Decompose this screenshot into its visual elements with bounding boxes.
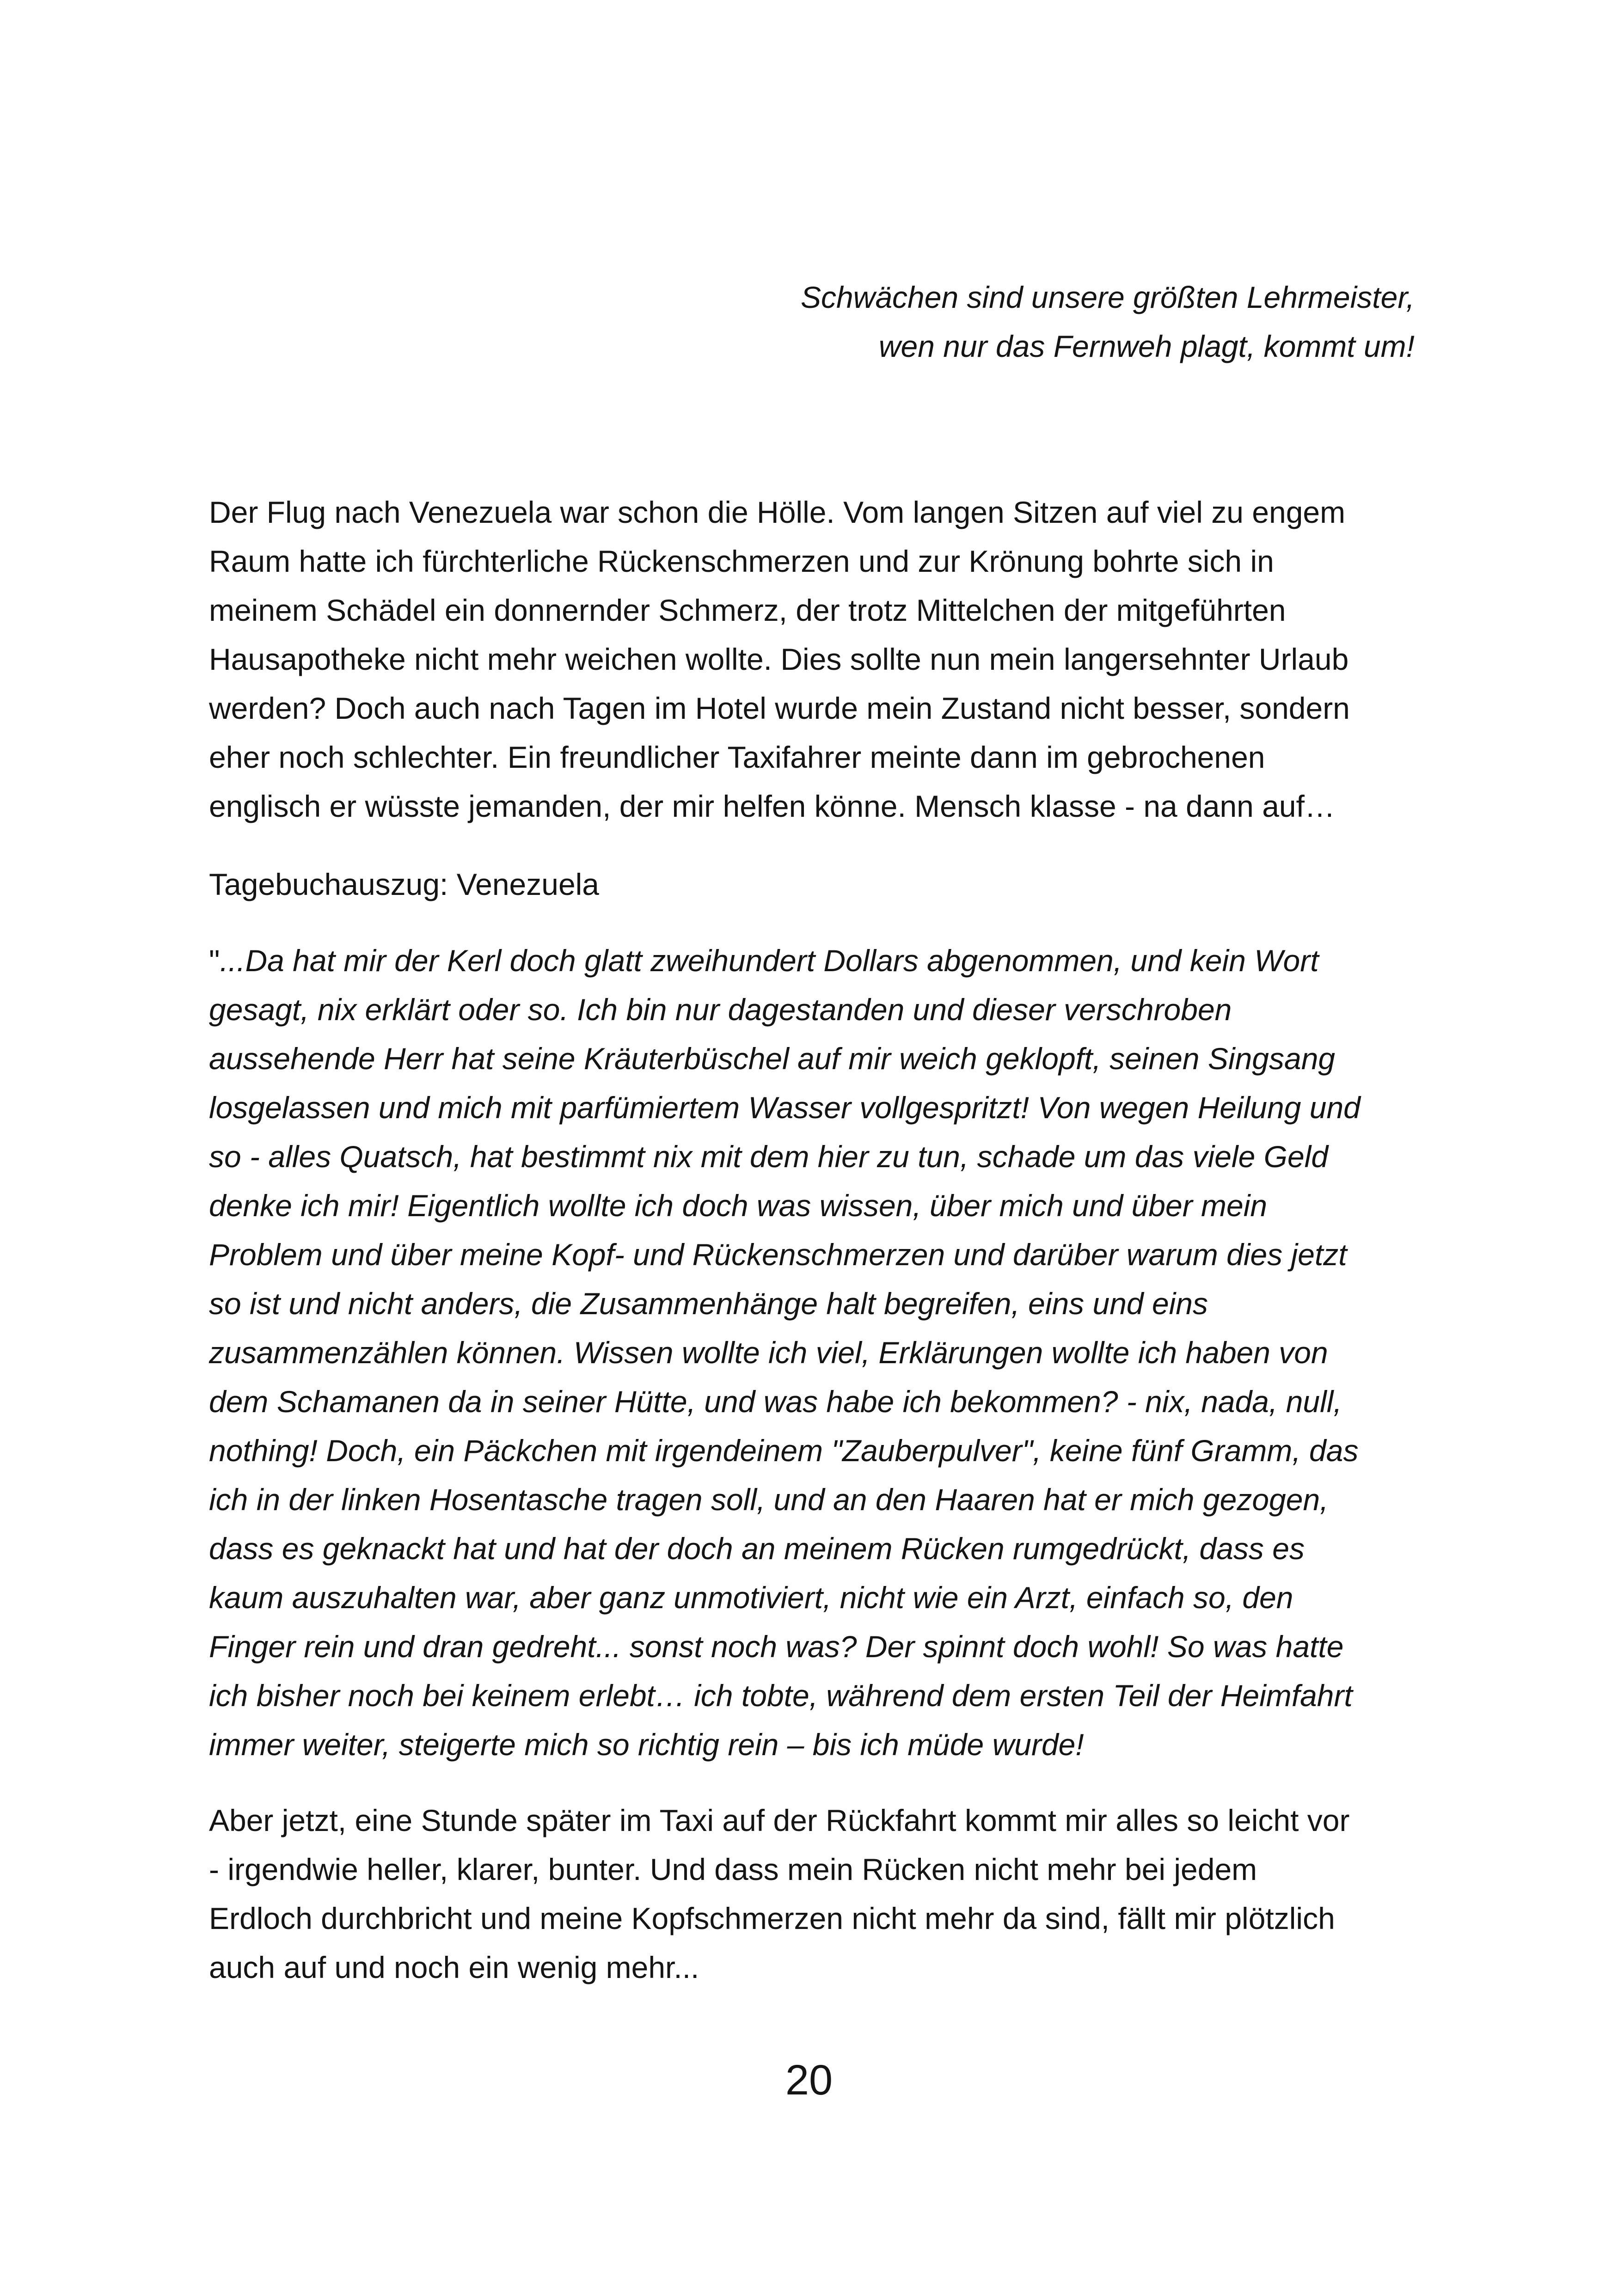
- text-line: Problem und über meine Kopf- und Rückenschmerzen und darüber warum dies jetzt: [209, 1237, 1347, 1272]
- text-line: englisch er wüsste jemanden, der mir helfen könne. Mensch klasse - na dann auf…: [209, 789, 1335, 823]
- text-line: kaum auszuhalten war, aber ganz unmotiviert, nicht wie ein Arzt, einfach so, den: [209, 1580, 1293, 1615]
- text-line: ich bisher noch bei keinem erlebt… ich tobte, während dem ersten Teil der Heimfahrt: [209, 1678, 1353, 1713]
- text-line: ich in der linken Hosentasche tragen soll, und an den Haaren hat er mich gezogen,: [209, 1482, 1329, 1517]
- text-line: denke ich mir! Eigentlich wollte ich doch was wissen, über mich und über mein: [209, 1188, 1268, 1223]
- text-line: Tagebuchauszug: Venezuela: [209, 867, 600, 901]
- text-line: Erdloch durchbricht und meine Kopfschmerzen nicht mehr da sind, fällt mir plötzlich: [209, 1901, 1335, 1935]
- text-line: eher noch schlechter. Ein freundlicher Taxifahrer meinte dann im gebrochenen: [209, 740, 1265, 774]
- text-line: auch auf und noch ein wenig mehr...: [209, 1950, 699, 1984]
- text-line: Der Flug nach Venezuela war schon die Hölle. Vom langen Sitzen auf viel zu engem: [209, 495, 1346, 529]
- paragraph-intro: [209, 488, 1420, 831]
- epigraph-line: wen nur das Fernweh plagt, kommt um!: [878, 329, 1415, 363]
- text-line: werden? Doch auch nach Tagen im Hotel wurde mein Zustand nicht besser, sondern: [209, 691, 1350, 725]
- text-line: Finger rein und dran gedreht... sonst noch was? Der spinnt doch wohl! So was hatte: [209, 1629, 1344, 1664]
- text-line: meinem Schädel ein donnernder Schmerz, der trotz Mittelchen der mitgeführten: [209, 593, 1286, 627]
- epigraph-line: Schwächen sind unsere größten Lehrmeister,: [800, 280, 1415, 314]
- text-line: gesagt, nix erklärt oder so. Ich bin nur dagestanden und dieser verschroben: [209, 992, 1232, 1027]
- text-line: Hausapotheke nicht mehr weichen wollte. Dies sollte nun mein langersehnter Urlaub: [209, 642, 1349, 676]
- epigraph: [693, 273, 1415, 371]
- text-line: Aber jetzt, eine Stunde später im Taxi auf der Rückfahrt kommt mir alles so leicht vor: [209, 1803, 1350, 1837]
- diary-heading: [209, 860, 1420, 909]
- diary-excerpt: [209, 936, 1420, 1769]
- page-number: 20: [785, 2057, 833, 2104]
- text-line: - irgendwie heller, klarer, bunter. Und dass mein Rücken nicht mehr bei jedem: [209, 1852, 1257, 1886]
- text-line: immer weiter, steigerte mich so richtig rein – bis ich müde wurde!: [209, 1727, 1084, 1762]
- text-line: Raum hatte ich fürchterliche Rückenschmerzen und zur Krönung bohrte sich in: [209, 544, 1274, 578]
- text-line: so - alles Quatsch, hat bestimmt nix mit dem hier zu tun, schade um das viele Geld: [209, 1139, 1329, 1174]
- text-line: nothing! Doch, ein Päckchen mit irgendeinem "Zauberpulver", keine fünf Gramm, das: [209, 1433, 1359, 1468]
- opening-quote: ": [209, 943, 220, 978]
- text-line: losgelassen und mich mit parfümiertem Wasser vollgespritzt! Von wegen Heilung und: [209, 1090, 1361, 1125]
- text-line: [209, 936, 1420, 985]
- text-line: aussehende Herr hat seine Kräuterbüschel auf mir weich geklopft, seinen Singsang: [209, 1041, 1336, 1076]
- text-line: so ist und nicht anders, die Zusammenhänge halt begreifen, eins und eins: [209, 1286, 1208, 1321]
- text-fragment: ...Da hat mir der Kerl doch glatt zweihundert Dollars abgenommen, und kein Wort: [220, 943, 1319, 978]
- text-line: zusammenzählen können. Wissen wollte ich viel, Erklärungen wollte ich haben von: [209, 1335, 1328, 1370]
- text-line: dem Schamanen da in seiner Hütte, und was habe ich bekommen? - nix, nada, null,: [209, 1384, 1342, 1419]
- paragraph-closing: [209, 1796, 1420, 1992]
- text-line: dass es geknackt hat und hat der doch an meinem Rücken rumgedrückt, dass es: [209, 1531, 1305, 1566]
